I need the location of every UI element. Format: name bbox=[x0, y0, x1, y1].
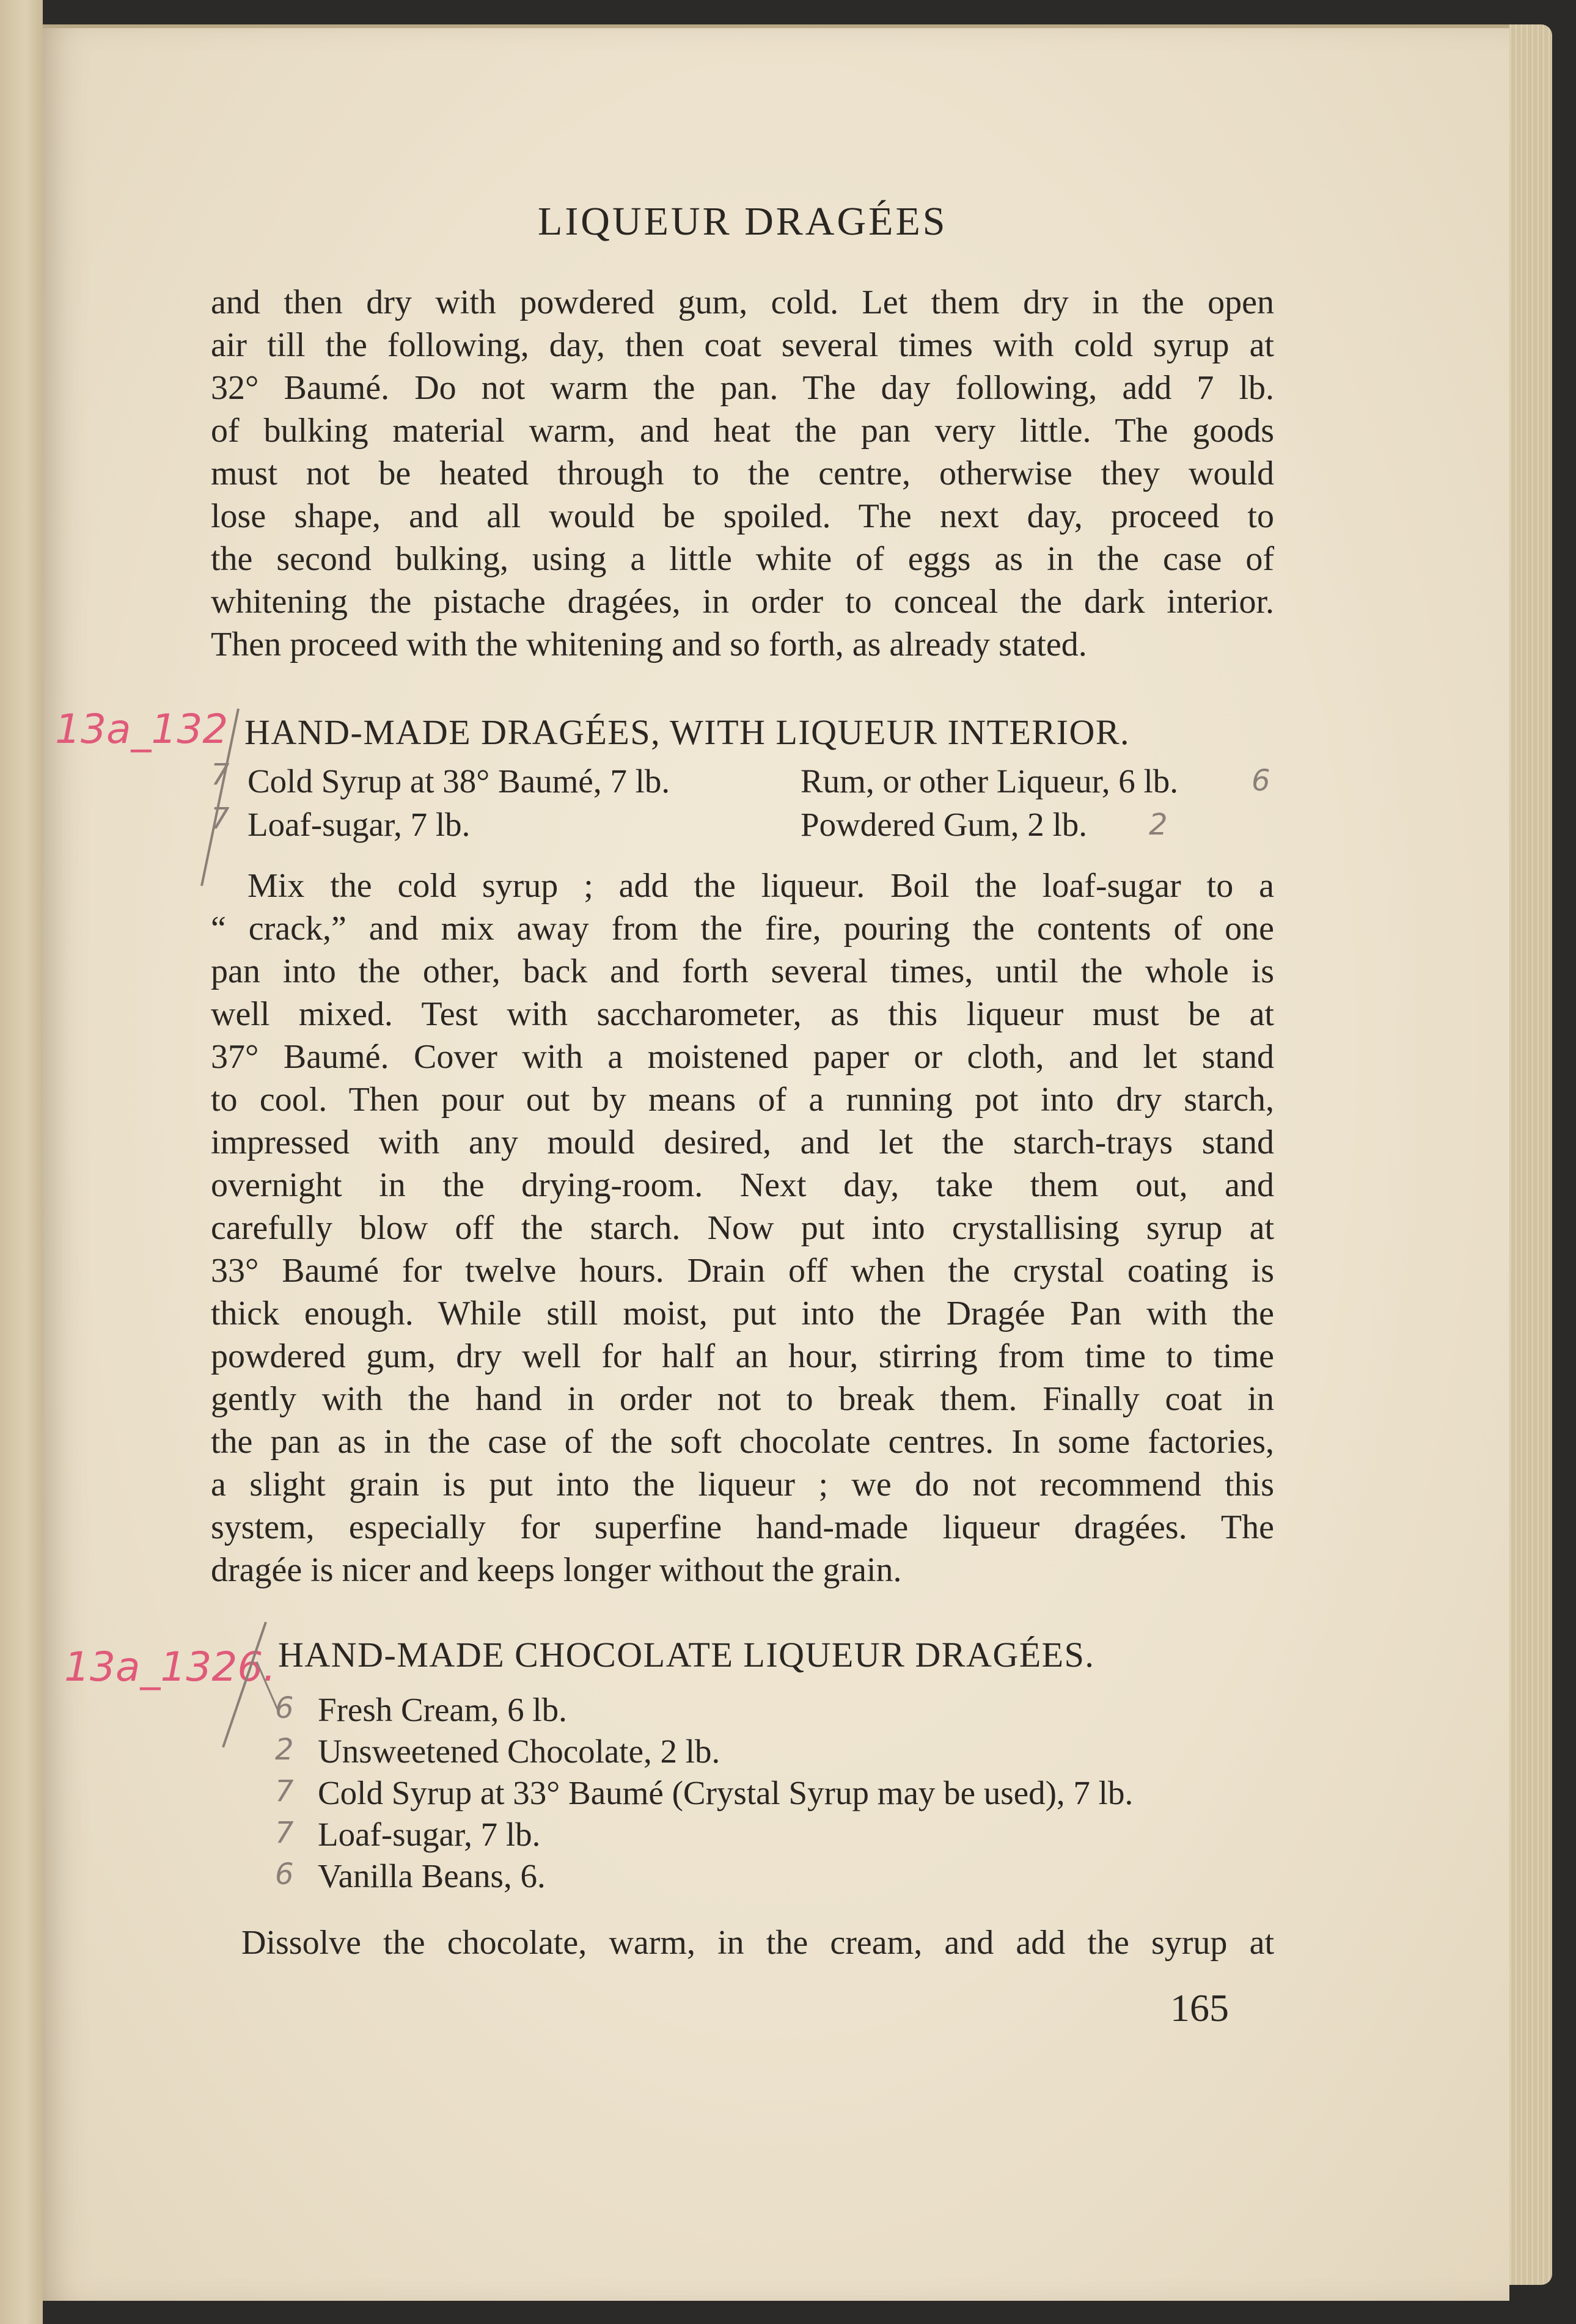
text-line: impressed with any mould desired, and let the starch-trays stand bbox=[211, 1124, 1274, 1161]
ingredient-cold-syrup: Cold Syrup at 38° Baumé, 7 lb. bbox=[247, 762, 670, 800]
list-item: Loaf-sugar, 7 lb. bbox=[318, 1816, 541, 1853]
pencil-mark: 7 bbox=[275, 1774, 294, 1808]
red-annotation-2: 13a_1326. bbox=[64, 1643, 276, 1690]
running-head: LIQUEUR DRAGÉES bbox=[538, 199, 948, 244]
section-heading-liqueur-interior: HAND-MADE DRAGÉES, WITH LIQUEUR INTERIOR. bbox=[244, 712, 1131, 752]
text-line: the second bulking, using a little white of eggs as in the case of bbox=[211, 540, 1274, 578]
text-line: carefully blow off the starch. Now put into crystallising syrup at bbox=[211, 1209, 1274, 1247]
text-line: and then dry with powdered gum, cold. Let them dry in the open bbox=[211, 283, 1274, 321]
text-line: overnight in the drying-room. Next day, take them out, and bbox=[211, 1166, 1274, 1204]
text-line: dragée is nicer and keeps longer without the grain. bbox=[211, 1551, 902, 1589]
text-line: lose shape, and all would be spoiled. The next day, proceed to bbox=[211, 497, 1274, 535]
text-line: thick enough. While still moist, put into the Dragée Pan with the bbox=[211, 1295, 1274, 1332]
pencil-mark: 7 bbox=[275, 1816, 294, 1850]
red-annotation-1: 13a_132 bbox=[55, 706, 229, 753]
pencil-stroke bbox=[202, 709, 238, 886]
text-line: 33° Baumé for twelve hours. Drain off when the crystal coating is bbox=[211, 1252, 1274, 1290]
text-line: powdered gum, dry well for half an hour, stirring from time to time bbox=[211, 1337, 1274, 1375]
text-line: of bulking material warm, and heat the pan very little. The goods bbox=[211, 412, 1274, 450]
text-line: whitening the pistache dragées, in order to conceal the dark interior. bbox=[211, 583, 1274, 621]
pencil-mark: 6 bbox=[1252, 764, 1270, 798]
text-line: air till the following, day, then coat several times with cold syrup at bbox=[211, 326, 1274, 364]
text-line: Then proceed with the whitening and so forth, as already stated. bbox=[211, 626, 1087, 663]
text-line: gently with the hand in order not to break them. Finally coat in bbox=[211, 1380, 1274, 1418]
list-item: Fresh Cream, 6 lb. bbox=[318, 1691, 567, 1728]
pencil-mark: 7 bbox=[211, 758, 230, 792]
text-line: Mix the cold syrup ; add the liqueur. Boil the loaf-sugar to a bbox=[247, 867, 1274, 905]
text-line: pan into the other, back and forth several times, until the whole is bbox=[211, 952, 1274, 990]
pencil-stroke bbox=[257, 1662, 278, 1711]
text-line: 37° Baumé. Cover with a moistened paper or cloth, and let stand bbox=[211, 1038, 1274, 1076]
text-line: the pan as in the case of the soft chocolate centres. In some factories, bbox=[211, 1423, 1274, 1461]
pencil-mark: 2 bbox=[275, 1733, 294, 1767]
pencil-mark: 6 bbox=[275, 1691, 294, 1725]
pencil-stroke bbox=[223, 1622, 266, 1747]
section-heading-chocolate-liqueur: HAND-MADE CHOCOLATE LIQUEUR DRAGÉES. bbox=[278, 1635, 1095, 1675]
list-item: Vanilla Beans, 6. bbox=[318, 1857, 546, 1895]
pencil-mark: 7 bbox=[211, 802, 230, 836]
page-number: 165 bbox=[1170, 1986, 1229, 2030]
ingredient-loaf-sugar: Loaf-sugar, 7 lb. bbox=[247, 806, 471, 843]
text-line: system, especially for superfine hand-made liqueur dragées. The bbox=[211, 1508, 1274, 1546]
list-item: Cold Syrup at 33° Baumé (Crystal Syrup may be used), 7 lb. bbox=[318, 1774, 1134, 1811]
text-line: a slight grain is put into the liqueur ; we do not recommend this bbox=[211, 1466, 1274, 1504]
paragraph-start: Dissolve the chocolate, warm, in the cream, and add the syrup at bbox=[241, 1924, 1274, 1962]
ingredient-powdered-gum: Powdered Gum, 2 lb. bbox=[801, 806, 1087, 843]
text-line: well mixed. Test with saccharometer, as this liqueur must be at bbox=[211, 995, 1274, 1033]
pencil-mark: 6 bbox=[275, 1857, 294, 1891]
list-item: Unsweetened Chocolate, 2 lb. bbox=[318, 1733, 720, 1770]
text-line: “ crack,” and mix away from the fire, pouring the contents of one bbox=[211, 910, 1274, 948]
pencil-mark: 2 bbox=[1149, 808, 1168, 842]
text-line: 32° Baumé. Do not warm the pan. The day following, add 7 lb. bbox=[211, 369, 1274, 407]
text-line: must not be heated through to the centre, otherwise they would bbox=[211, 455, 1274, 492]
text-line: to cool. Then pour out by means of a running pot into dry starch, bbox=[211, 1081, 1274, 1119]
ingredient-rum: Rum, or other Liqueur, 6 lb. bbox=[801, 762, 1178, 800]
